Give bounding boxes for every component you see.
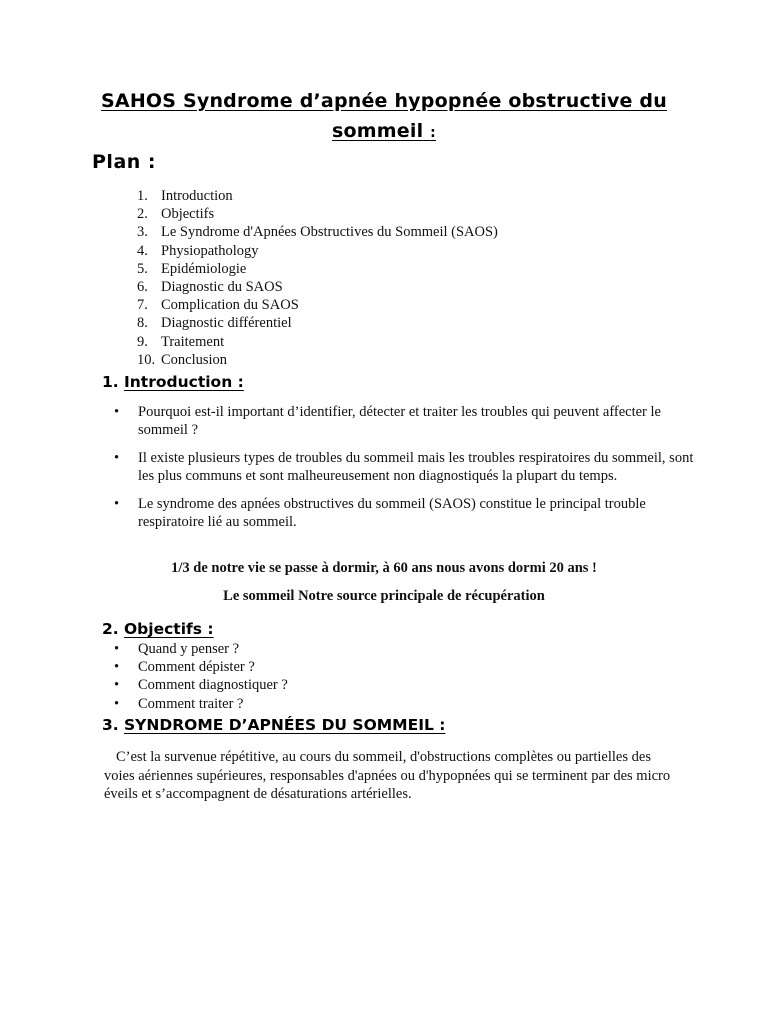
plan-item-label: Diagnostic différentiel (161, 315, 292, 332)
plan-item (137, 296, 498, 314)
section-heading-syndrome (102, 716, 445, 734)
list-item: • Le syndrome des apnées obstructives du sommeil (SAOS) constitue le principal trouble respiratoire lié au sommeil. (114, 495, 694, 531)
objectifs-bullet-list (114, 640, 514, 713)
plan-item (137, 242, 498, 260)
plan-item (137, 333, 498, 351)
list-item: • Il existe plusieurs types de troubles du sommeil mais les troubles respiratoires du sommeil, sont les plus communs et sont malheureusement non diagnostiqués la plupart du temps. (114, 449, 694, 485)
plan-item-number: 10. (137, 351, 156, 368)
plan-item-number: 8. (137, 315, 148, 332)
list-item: • Comment diagnostiquer ? (114, 676, 514, 694)
plan-list (137, 187, 498, 369)
plan-item-label: Introduction (161, 188, 233, 204)
list-item: • Comment traiter ? (114, 695, 514, 713)
section-heading-text: Objectifs : (124, 620, 214, 638)
plan-item-number: 3. (137, 224, 148, 241)
section-heading-introduction (102, 373, 244, 391)
plan-item-number: 2. (137, 206, 148, 223)
plan-item-label: Physiopathology (161, 242, 259, 259)
section-heading-objectifs (102, 620, 214, 638)
section-number: 3. (102, 716, 119, 734)
syndrome-definition-paragraph: C’est la survenue répétitive, au cours du sommeil, d'obstructions complètes ou partielles des voies aériennes supérieures, responsables d'apnées ou d'hypopnées qui se terminent par des micro éveils et s’accompagnent de désaturations artérielles. (104, 749, 671, 803)
list-item: • Comment dépister ? (114, 658, 514, 676)
plan-item (137, 278, 498, 296)
plan-item-label: Diagnostic du SAOS (161, 279, 283, 296)
section-number: 2. (102, 620, 119, 638)
list-item: • Quand y penser ? (114, 640, 514, 658)
plan-item-label: Conclusion (161, 351, 228, 368)
plan-item-number: 7. (137, 297, 148, 314)
highlight-statement: 1/3 de notre vie se passe à dormir, à 60 ans nous avons dormi 20 ans ! (171, 560, 597, 576)
plan-item-number: 1. (137, 188, 148, 204)
plan-item (137, 187, 498, 205)
section-number: 1. (102, 373, 119, 391)
plan-item-label: Traitement (161, 333, 225, 350)
section-heading-text: SYNDROME D’APNÉES DU SOMMEIL : (124, 716, 446, 734)
highlight-statement: Le sommeil Notre source principale de récupération (223, 588, 545, 604)
plan-item (137, 351, 498, 369)
document-title (100, 86, 668, 148)
list-item: • Pourquoi est-il important d’identifier, détecter et traiter les troubles qui peuvent affecter le sommeil ? (114, 403, 694, 439)
section-heading-text: Introduction : (124, 373, 244, 391)
plan-item-number: 9. (137, 333, 148, 350)
plan-item-label: Complication du SAOS (161, 297, 299, 314)
plan-item-label: Objectifs (161, 206, 215, 223)
plan-heading: Plan : (92, 151, 156, 173)
document-title-text: SAHOS Syndrome d’apnée hypopnée obstructive du sommeil (101, 90, 667, 142)
plan-item-number: 4. (137, 242, 148, 259)
plan-item-number: 5. (137, 260, 148, 277)
plan-item-label: Le Syndrome d'Apnées Obstructives du Sommeil (SAOS) (161, 224, 498, 241)
introduction-bullet-list (114, 403, 694, 541)
plan-item (137, 223, 498, 241)
document-title-colon: : (430, 125, 436, 141)
plan-item-number: 6. (137, 279, 148, 296)
plan-item-label: Epidémiologie (161, 260, 247, 277)
plan-item (137, 260, 498, 278)
plan-item (137, 314, 498, 332)
plan-item (137, 205, 498, 223)
